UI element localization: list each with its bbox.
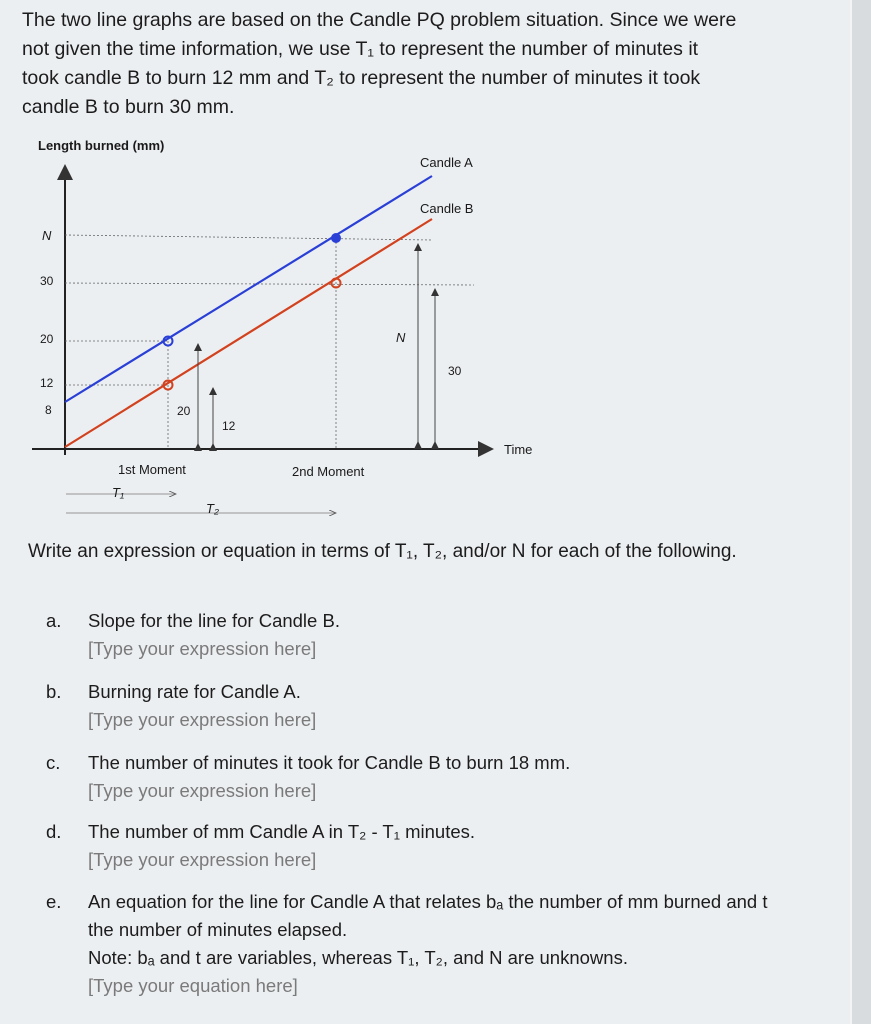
question-note: Note: bₐ and t are variables, whereas T₁, T₂, and N are unknowns.: [88, 947, 628, 968]
t1-label: T₁: [112, 485, 125, 500]
y-tick-label: 30: [40, 274, 54, 288]
intro-line: The two line graphs are based on the Candle PQ problem situation. Since we were: [22, 9, 737, 31]
x-axis-label: Time: [504, 442, 533, 457]
question-text: Slope for the line for Candle B.: [88, 610, 340, 631]
t2-label: T₂: [206, 501, 219, 516]
question-letter: a.: [46, 610, 62, 631]
arrow-30-label: 30: [448, 364, 462, 378]
question-letter: b.: [46, 681, 62, 702]
answer-input[interactable]: [Type your expression here]: [88, 709, 317, 730]
intro-line: took candle B to burn 12 mm and T₂ to represent the number of minutes it took: [22, 67, 701, 89]
answer-input[interactable]: [Type your expression here]: [88, 849, 317, 870]
question-text: The number of minutes it took for Candle B to burn 18 mm.: [88, 752, 571, 773]
answer-input[interactable]: [Type your expression here]: [88, 780, 317, 801]
arrow-n-label: N: [396, 330, 406, 345]
arrow-20-label: 20: [177, 404, 191, 418]
question-text: An equation for the line for Candle A that relates bₐ the number of mm burned and t the number of minutes elapsed.: [88, 891, 768, 940]
question-text: The number of mm Candle A in T₂ - T₁ minutes.: [88, 821, 476, 842]
moment-2-label: 2nd Moment: [292, 464, 365, 479]
intro-paragraph: [22, 6, 852, 122]
question-letter: d.: [46, 821, 62, 842]
candle-a-point-t2: [331, 233, 341, 243]
y-tick-label: 12: [40, 376, 54, 390]
intro-line: candle B to burn 30 mm.: [22, 96, 235, 118]
question-text: Burning rate for Candle A.: [88, 681, 301, 702]
guide-n: [65, 235, 432, 240]
candle-a-line: [65, 176, 432, 402]
question-prompt: Write an expression or equation in terms of T₁, T₂, and/or N for each of the following.: [28, 541, 737, 562]
candle-b-line: [65, 219, 432, 447]
answer-input[interactable]: [Type your expression here]: [88, 638, 317, 659]
arrow-12-label: 12: [222, 419, 236, 433]
y-tick-label: 20: [40, 332, 54, 346]
moment-1-label: 1st Moment: [118, 462, 186, 477]
question-letter: c.: [46, 752, 61, 773]
y-axis-label: Length burned (mm): [38, 138, 165, 153]
y-tick-label: N: [42, 228, 52, 243]
y-tick-label: 8: [45, 403, 52, 417]
candle-line-graph: [0, 125, 560, 525]
question-letter: e.: [46, 891, 62, 912]
candle-b-label: Candle B: [420, 201, 474, 216]
right-margin-band: [850, 0, 871, 1024]
guide-30: [65, 283, 474, 285]
candle-a-label: Candle A: [420, 155, 473, 170]
answer-input[interactable]: [Type your equation here]: [88, 975, 298, 996]
intro-line: not given the time information, we use T₁ to represent the number of minutes it: [22, 38, 699, 60]
